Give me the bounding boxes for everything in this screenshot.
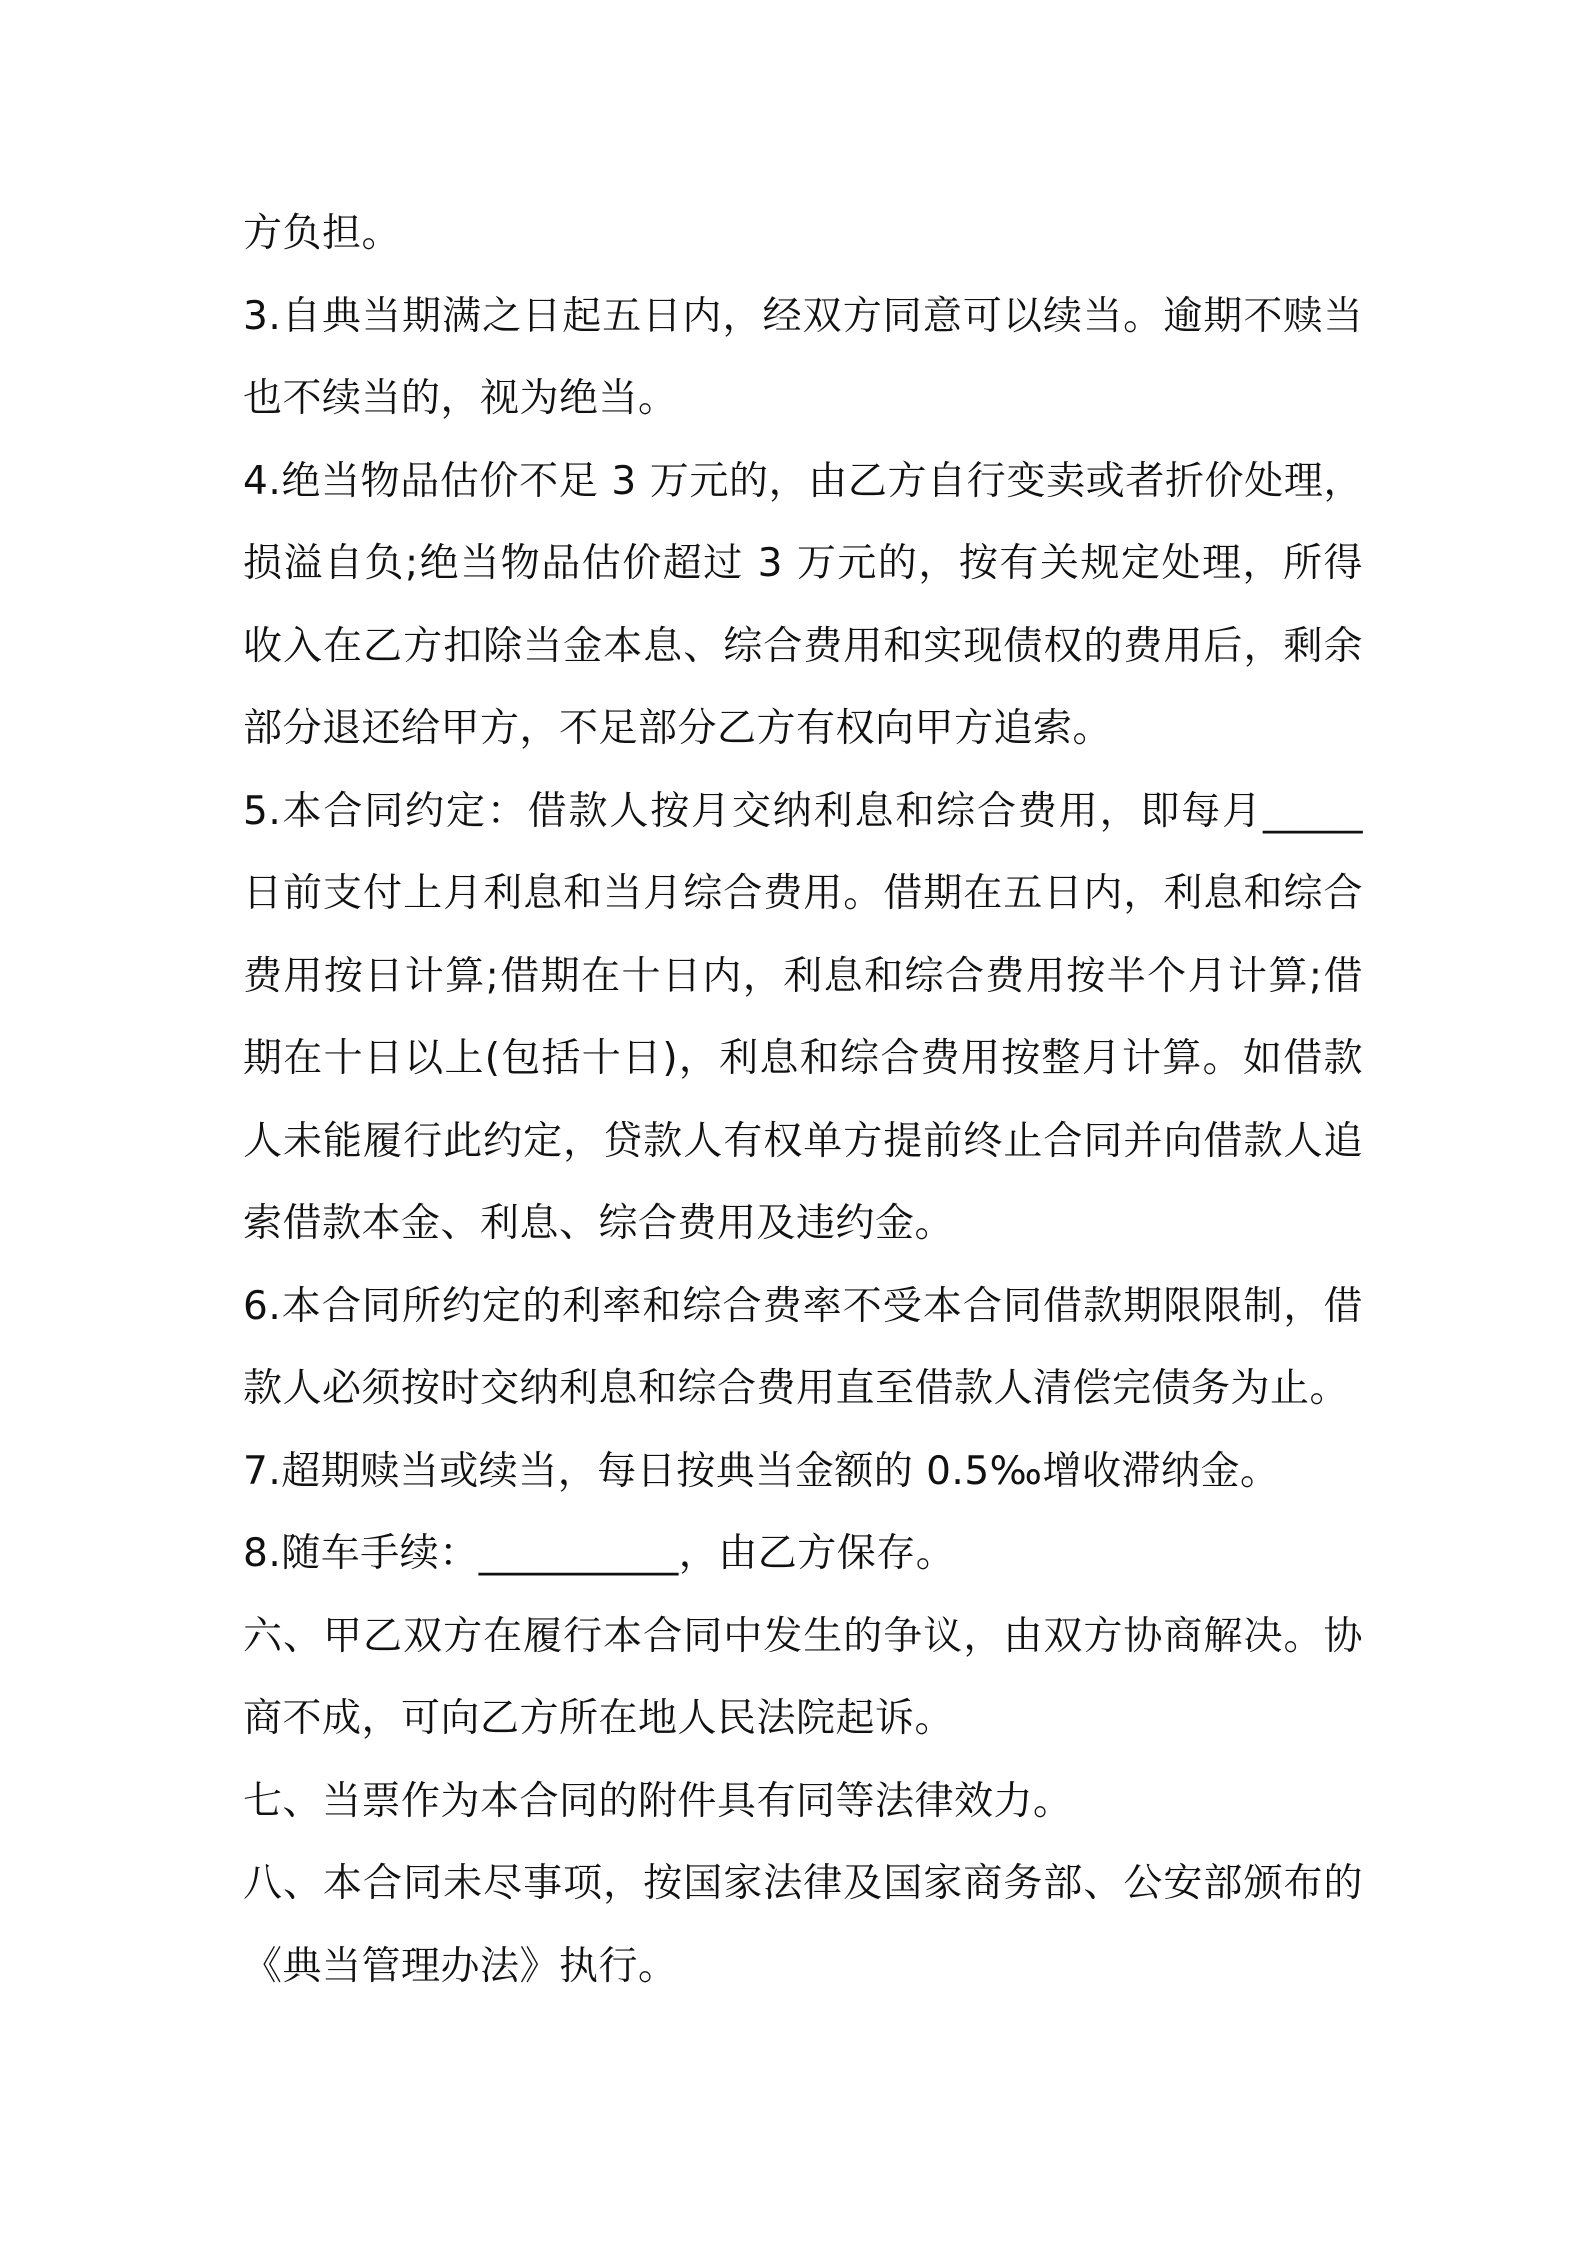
clause-4-forfeited-items: 4.绝当物品估价不足 3 万元的，由乙方自行变卖或者折价处理，损溢自负;绝当物品估价超过 3 万元的，按有关规定处理，所得收入在乙方扣除当金本息、综合费用和实现债权的费用后，剩余部分退还给甲方，不足部分乙方有权向甲方追索。 [243,458,1363,751]
paragraph-continuation: 方负担。 [243,211,402,256]
section-7-pawn-ticket: 七、当票作为本合同的附件具有同等法律效力。 [243,1778,1073,1824]
section-6-disputes: 六、甲乙双方在履行本合同中发生的争议，由双方协商解决。协商不成，可向乙方所在地人民法院起诉。 [243,1613,1363,1741]
clause-7-late-fee: 7.超期赎当或续当，每日按典当金额的 0.5‰增收滞纳金。 [243,1448,1280,1494]
section-8-other-matters: 八、本合同未尽事项，按国家法律及国家商务部、公安部颁布的《典当管理办法》执行。 [243,1861,1363,1989]
clause-5-payment-terms: 5.本合同约定：借款人按月交纳利息和综合费用，即每月_____日前支付上月利息和当月综合费用。借期在五日内，利息和综合费用按日计算;借期在十日内，利息和综合费用按半个月计算;借期在十日以上(包括十日)，利息和综合费用按整月计算。如借款人未能履行此约定，贷款人有权单方提前终止合同并向借款人追索借款本金、利息、综合费用及违约金。 [243,788,1363,1246]
clause-6-interest-rate: 6.本合同所约定的利率和综合费率不受本合同借款期限限制，借款人必须按时交纳利息和综合费用直至借款人清偿完债务为止。 [243,1283,1363,1411]
contract-body [243,193,1363,2008]
clause-3-renewal: 3.自典当期满之日起五日内，经双方同意可以续当。逾期不赎当也不续当的，视为绝当。 [243,293,1363,421]
clause-8-vehicle-documents: 8.随车手续：__________，由乙方保存。 [243,1531,956,1576]
